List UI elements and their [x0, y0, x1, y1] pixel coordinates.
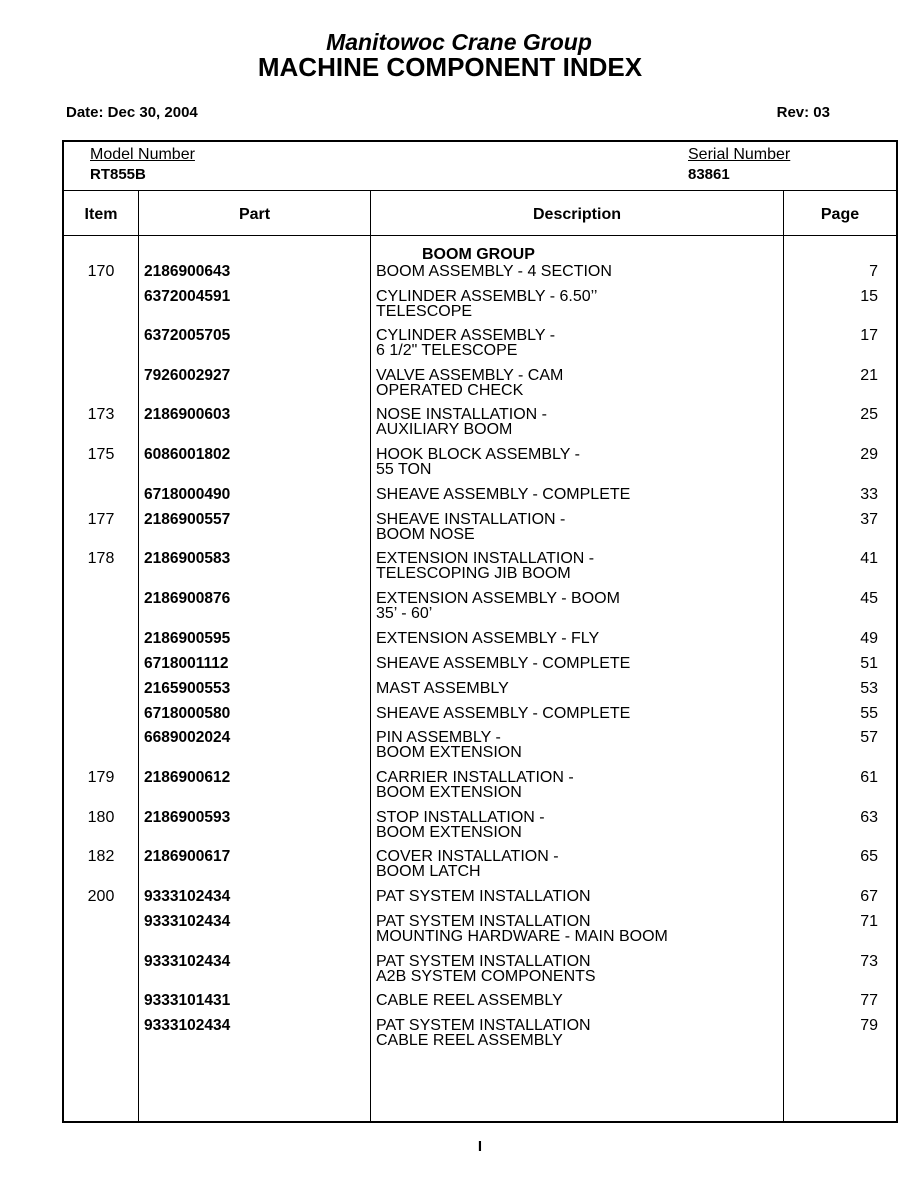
header-divider [64, 190, 896, 191]
page-reference: 61 [860, 769, 878, 786]
part-number: 2186900643 [144, 263, 231, 280]
part-description: PIN ASSEMBLY - BOOM EXTENSION [376, 729, 522, 761]
part-number: 6689002024 [144, 729, 231, 746]
part-number: 6372004591 [144, 288, 231, 305]
page-reference: 77 [860, 992, 878, 1009]
page-reference: 51 [860, 655, 878, 672]
part-number: 2186900603 [144, 406, 231, 423]
part-description: NOSE INSTALLATION - AUXILIARY BOOM [376, 406, 547, 438]
part-description: CARRIER INSTALLATION - BOOM EXTENSION [376, 769, 574, 801]
serial-number-value: 83861 [688, 166, 730, 183]
part-number: 2186900876 [144, 590, 231, 607]
model-number-label: Model Number [90, 146, 195, 163]
part-number: 2186900557 [144, 511, 231, 528]
part-number: 9333102434 [144, 888, 231, 905]
component-index-table [62, 140, 898, 1123]
part-number: 9333102434 [144, 1017, 231, 1034]
part-description: VALVE ASSEMBLY - CAM OPERATED CHECK [376, 367, 564, 399]
page-reference: 79 [860, 1017, 878, 1034]
page-reference: 49 [860, 630, 878, 647]
group-title: BOOM GROUP [422, 246, 535, 263]
model-number-value: RT855B [90, 166, 146, 183]
item-number: 182 [87, 848, 115, 865]
part-number: 2186900617 [144, 848, 231, 865]
part-description: EXTENSION INSTALLATION - TELESCOPING JIB BOOM [376, 550, 595, 582]
page-reference: 15 [860, 288, 878, 305]
page-number: I [477, 1138, 483, 1155]
page-reference: 53 [860, 680, 878, 697]
column-header-description: Description [532, 206, 621, 223]
part-number: 9333102434 [144, 913, 231, 930]
page-title: MACHINE COMPONENT INDEX [257, 52, 643, 82]
part-description: PAT SYSTEM INSTALLATION MOUNTING HARDWARE - MAIN BOOM [376, 913, 668, 945]
page-reference: 25 [860, 406, 878, 423]
page-reference: 41 [860, 550, 878, 567]
column-header-divider [64, 235, 896, 236]
item-number: 200 [87, 888, 115, 905]
part-number: 6718001112 [144, 655, 229, 672]
part-number: 2186900593 [144, 809, 231, 826]
item-number: 170 [87, 263, 115, 280]
page-reference: 37 [860, 511, 878, 528]
part-number: 6086001802 [144, 446, 231, 463]
item-number: 178 [87, 550, 115, 567]
part-number: 6718000580 [144, 705, 231, 722]
part-number: 2186900612 [144, 769, 231, 786]
page-reference: 17 [860, 327, 878, 344]
part-description: SHEAVE ASSEMBLY - COMPLETE [376, 486, 631, 503]
column-divider [138, 190, 139, 1121]
page-reference: 73 [860, 953, 878, 970]
column-header-part: Part [238, 206, 271, 223]
part-description: SHEAVE ASSEMBLY - COMPLETE [376, 655, 631, 672]
part-description: EXTENSION ASSEMBLY - BOOM 35’ - 60’ [376, 590, 620, 622]
part-description: SHEAVE ASSEMBLY - COMPLETE [376, 705, 631, 722]
part-number: 2186900583 [144, 550, 231, 567]
page-reference: 33 [860, 486, 878, 503]
part-description: PAT SYSTEM INSTALLATION A2B SYSTEM COMPONENTS [376, 953, 596, 985]
part-number: 9333102434 [144, 953, 231, 970]
part-number: 6718000490 [144, 486, 231, 503]
page-reference: 55 [860, 705, 878, 722]
page-reference: 63 [860, 809, 878, 826]
page-reference: 7 [869, 263, 878, 280]
part-description: PAT SYSTEM INSTALLATION CABLE REEL ASSEMBLY [376, 1017, 591, 1049]
page-reference: 67 [860, 888, 878, 905]
part-description: STOP INSTALLATION - BOOM EXTENSION [376, 809, 545, 841]
serial-number-label: Serial Number [688, 146, 791, 163]
item-number: 173 [87, 406, 115, 423]
item-number: 177 [87, 511, 115, 528]
part-number: 2165900553 [144, 680, 231, 697]
part-description: CYLINDER ASSEMBLY - 6 1/2" TELESCOPE [376, 327, 556, 359]
part-description: HOOK BLOCK ASSEMBLY - 55 TON [376, 446, 580, 478]
page-reference: 57 [860, 729, 878, 746]
company-name: Manitowoc Crane Group [326, 29, 592, 55]
revision-label: Rev: 03 [776, 104, 830, 121]
date-label: Date: Dec 30, 2004 [66, 104, 198, 121]
page-reference: 21 [860, 367, 878, 384]
page-reference: 29 [860, 446, 878, 463]
part-description: BOOM ASSEMBLY - 4 SECTION [376, 263, 612, 280]
part-number: 2186900595 [144, 630, 231, 647]
part-number: 7926002927 [144, 367, 231, 384]
item-number: 180 [87, 809, 115, 826]
part-description: MAST ASSEMBLY [376, 680, 509, 697]
part-description: CABLE REEL ASSEMBLY [376, 992, 563, 1009]
column-header-item: Item [84, 206, 118, 223]
page-reference: 71 [860, 913, 878, 930]
page-reference: 45 [860, 590, 878, 607]
part-description: EXTENSION ASSEMBLY - FLY [376, 630, 600, 647]
item-number: 175 [87, 446, 115, 463]
part-number: 6372005705 [144, 327, 231, 344]
column-divider [370, 190, 371, 1121]
column-header-page: Page [820, 206, 860, 223]
part-description: COVER INSTALLATION - BOOM LATCH [376, 848, 559, 880]
part-description: SHEAVE INSTALLATION - BOOM NOSE [376, 511, 566, 543]
part-number: 9333101431 [144, 992, 231, 1009]
part-description: CYLINDER ASSEMBLY - 6.50’’ TELESCOPE [376, 288, 598, 320]
item-number: 179 [87, 769, 115, 786]
page-reference: 65 [860, 848, 878, 865]
part-description: PAT SYSTEM INSTALLATION [376, 888, 591, 905]
